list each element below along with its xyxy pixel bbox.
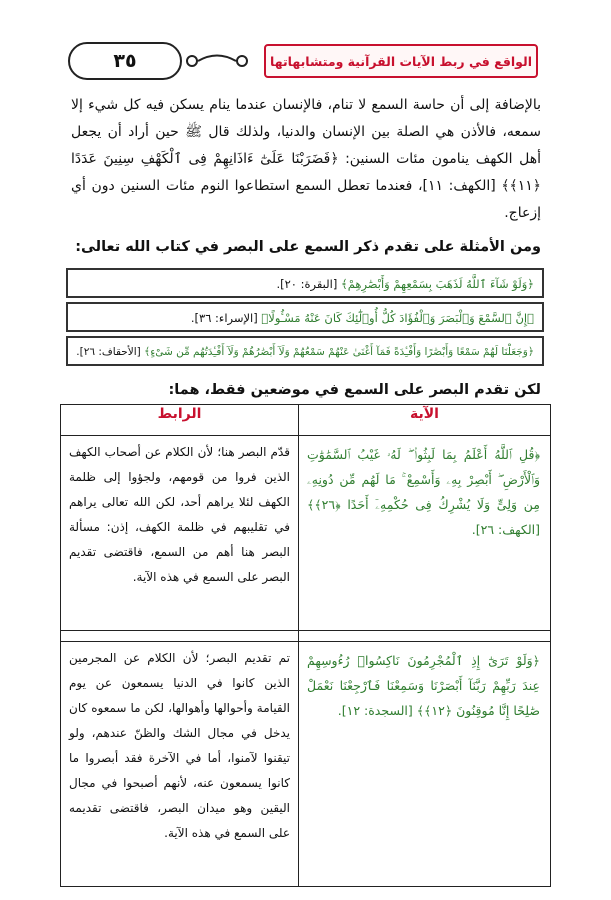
ayah-cell: ﴿قُلِ ٱللَّهُ أَعْلَمُ بِمَا لَبِثُوا۟ ۖ لَهُۥ غَيْبُ ٱلسَّمَٰوَٰتِ وَٱلْأَرْضِ ۖ أَبْصِرْ بِهِۦ وَأَسْمِعْ ۚ مَا لَهُم مِّن دُونِهِۦ مِن وَلِىٍّ وَلَا يُشْرِكُ فِى حُكْمِهِۦٓ أَحَدًا ﴿٢٦﴾﴾ [الكهف: ٢٦]. <box>299 436 551 631</box>
example-ref: [الأحقاف: ٢٦]. <box>76 346 141 358</box>
link-cell: قدّم البصر هنا؛ لأن الكلام عن أصحاب الكهف الذين فروا من قومهم، ولجؤوا إلى ظلمة الكهف لئلا يراهم أحد، لكن الله تعالى يراهم في تقليبهم في ظلمة الكهف، إذن: مسألة البصر هنا أهم من السمع، فاقتضى تقديم البصر على السمع في هذه الآية. <box>61 436 299 631</box>
example-box <box>66 302 544 332</box>
column-header-ayah: الآية <box>299 405 551 436</box>
ayah-cell: ﴿وَلَوْ تَرَىٰٓ إِذِ ٱلْمُجْرِمُونَ نَاكِسُوا۟ رُءُوسِهِمْ عِندَ رَبِّهِمْ رَبَّنَآ أَبْصَرْنَا وَسَمِعْنَا فَٱرْجِعْنَا نَعْمَلْ صَٰلِحًا إِنَّا مُوقِنُونَ ﴿١٢﴾﴾ [السجدة: ١٢]. <box>299 642 551 887</box>
page-header <box>68 42 538 80</box>
table-row-gap <box>61 631 551 642</box>
body-paragraph: بالإضافة إلى أن حاسة السمع لا تنام، فالإنسان عندما ينام يسكن فيه كل شيء إلا سمعه، فالأذن هي الصلة بين الإنسان والدنيا، ولذلك قال ﷺ حين أراد أن يجعل أهل الكهف ينامون مئات السنين: ﴿فَضَرَبْنَا عَلَىٰٓ ءَاذَانِهِمْ فِى ٱلْكَهْفِ سِنِينَ عَدَدًا ﴿١١﴾﴾ [الكهف: ١١]، فعندما تعطل السمع استطاعوا النوم مئات السنين دون أي إزعاج. <box>71 97 541 221</box>
example-verse: ﴿إِنَّ ٱلسَّمْعَ وَٱلْبَصَرَ وَٱلْفُؤَادَ كُلُّ أُو۟لَٰٓئِكَ كَانَ عَنْهُ مَسْـُٔولًا﴾ <box>261 311 534 325</box>
table-row <box>61 642 551 887</box>
examples-intro: ومن الأمثلة على تقدم ذكر السمع على البصر في كتاب الله تعالى: <box>75 239 541 255</box>
comparison-table <box>60 404 551 887</box>
column-header-link: الرابط <box>61 405 299 436</box>
ornament-icon <box>182 46 252 72</box>
example-box <box>66 336 544 366</box>
page-number: ٣٥ <box>68 42 182 80</box>
link-cell: تم تقديم البصر؛ لأن الكلام عن المجرمين الذين كانوا في الدنيا يسمعون عن يوم القيامة وأحوالها وأهوالها، لكن ما سمعوه كان يدخل في مجال الشك والظنّ عندهم، ولو تيقنوا لآمنوا، أما في الآخرة فقد أبصروا ما كانوا يسمعون عنه، لأنهم أصبحوا في مجال اليقين وهو ميدان البصر، فاقتضى تقديمه على السمع في هذه الآية. <box>61 642 299 887</box>
example-ref: [البقرة: ٢٠]. <box>276 277 338 291</box>
table-row <box>61 436 551 631</box>
example-box <box>66 268 544 298</box>
example-ref: [الإسراء: ٣٦]. <box>190 311 258 325</box>
table-intro: لكن تقدم البصر على السمع في موضعين فقط، هما: <box>168 382 541 398</box>
table-header-row <box>61 405 551 436</box>
running-title: الواقع في ربط الآيات القرآنية ومتشابهاتها <box>264 44 538 78</box>
example-verse: ﴿وَلَوْ شَآءَ ٱللَّهُ لَذَهَبَ بِسَمْعِهِمْ وَأَبْصَٰرِهِمْ﴾ <box>340 277 534 291</box>
example-verse: ﴿وَجَعَلْنَا لَهُمْ سَمْعًا وَأَبْصَٰرًا وَأَفْـِٔدَةً فَمَآ أَغْنَىٰ عَنْهُمْ سَمْعُهُمْ وَلَآ أَبْصَٰرُهُمْ وَلَآ أَفْـِٔدَتُهُم مِّن شَىْءٍ﴾ <box>144 346 534 358</box>
